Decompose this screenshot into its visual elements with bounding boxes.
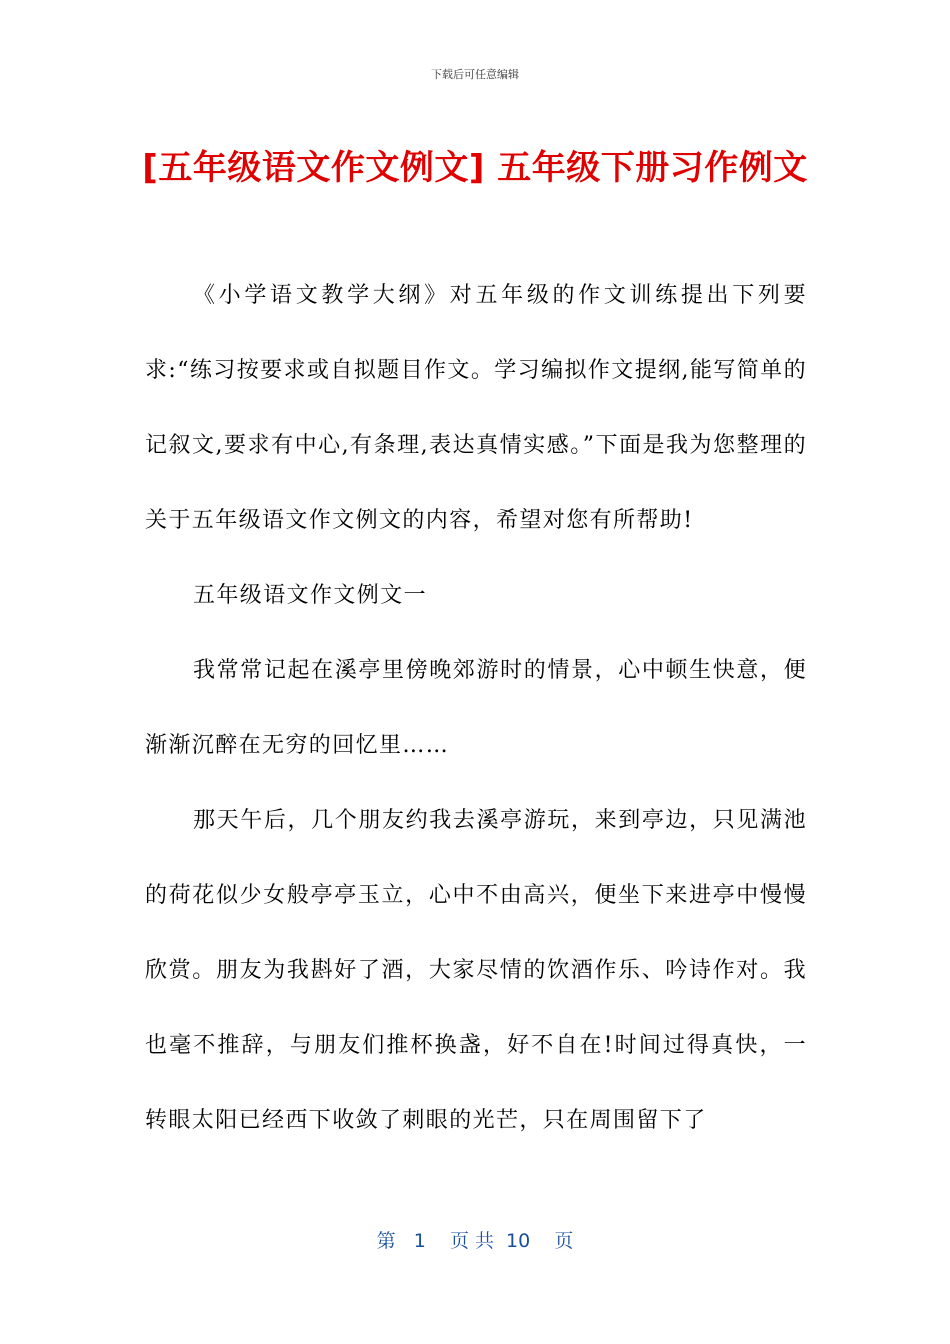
paragraph-opening: 我常常记起在溪亭里傍晚郊游时的情景，心中顿生快意，便渐渐沉醉在无穷的回忆里…… bbox=[145, 658, 807, 758]
document-body bbox=[145, 258, 807, 1158]
section-heading: 五年级语文作文例文一 bbox=[193, 583, 428, 608]
paragraph-story: 那天午后，几个朋友约我去溪亭游玩，来到亭边，只见满池的荷花似少女般亭亭玉立，心中不由高兴，便坐下来进亭中慢慢欣赏。朋友为我斟好了酒，大家尽情的饮酒作乐、吟诗作对。我也毫不推辞，与朋友们推杯换盏，好不自在!时间过得真快，一转眼太阳已经西下收敛了刺眼的光芒，只在周围留下了 bbox=[145, 808, 807, 1133]
header-note: 下载后可任意编辑 bbox=[431, 68, 519, 81]
page-number-footer: 第 1 页 共 10 页 bbox=[376, 1230, 574, 1252]
document-title: [五年级语文作文例文] 五年级下册习作例文 bbox=[142, 148, 808, 188]
paragraph-intro: 《小学语文教学大纲》对五年级的作文训练提出下列要求:“练习按要求或自拟题目作文。学习编拟作文提纲,能写简单的记叙文,要求有中心,有条理,表达真情实感。”下面是我为您整理的关于五年级语文作文例文的内容，希望对您有所帮助! bbox=[145, 283, 807, 533]
